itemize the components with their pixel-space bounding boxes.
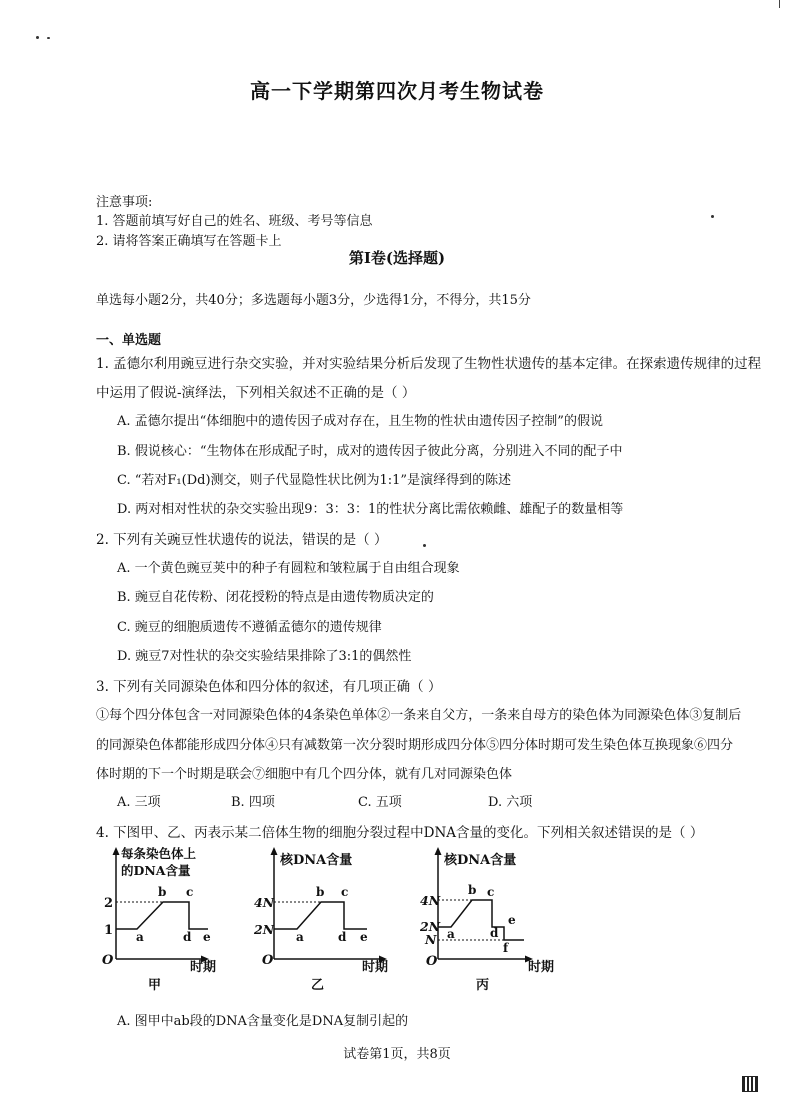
q3-body-line2: 的同源染色体都能形成四分体④只有减数第一次分裂时期形成四分体⑤四分体时期可发生染色体互换现象⑥四分 [96, 738, 734, 753]
q2-option-c: C. 豌豆的细胞质遗传不遵循孟德尔的遗传规律 [117, 620, 382, 635]
graph-jia-ytick-1: 1 [104, 923, 114, 938]
graph-yi [252, 844, 402, 994]
notice-heading: 注意事项: [96, 195, 153, 210]
exam-title: 高一下学期第四次月考生物试卷 [250, 79, 544, 103]
graph-bing [420, 844, 570, 994]
graph-yi-ylabel: 核DNA含量 [280, 853, 353, 868]
q1-option-d: D. 两对相对性状的杂交实验出现9：3：3：1的性状分离比需依赖雌、雄配子的数量相等 [117, 502, 624, 517]
graph-jia-point-b: b [158, 885, 167, 899]
q2-option-a: A. 一个黄色豌豆荚中的种子有圆粒和皱粒属于自由组合现象 [117, 561, 460, 576]
graph-yi-point-d: d [338, 930, 347, 944]
qr-code-icon [742, 1076, 758, 1092]
graph-yi-point-b: b [316, 885, 325, 899]
graph-yi-xlabel: 时期 [362, 960, 389, 975]
scan-speck [47, 37, 50, 39]
graph-yi-point-e: e [360, 930, 368, 944]
graph-bing-point-e: e [508, 913, 516, 927]
graph-yi-origin: O [262, 953, 274, 968]
graph-yi-caption: 乙 [311, 978, 325, 993]
graph-jia-ytick-2: 2 [104, 896, 114, 911]
graph-jia-ylabel-line1: 每条染色体上 [121, 846, 197, 861]
graph-jia-origin: O [102, 953, 114, 968]
scoring-rule: 单选每小题2分，共40分；多选题每小题3分，少选得1分，不得分，共15分 [96, 293, 531, 308]
graph-bing-ytick-4n: 4N [420, 893, 441, 908]
q3-option-a: A. 三项 [117, 795, 161, 810]
notice-item: 1. 答题前填写好自己的姓名、班级、考号等信息 [96, 214, 373, 229]
graph-bing-point-f: f [503, 941, 509, 955]
q4-stem: 4. 下图甲、乙、丙表示某二倍体生物的细胞分裂过程中DNA含量的变化。下列相关叙述错误的是（ ） [96, 825, 704, 841]
notice-item: 2. 请将答案正确填写在答题卡上 [96, 234, 282, 249]
graph-jia-caption: 甲 [148, 978, 162, 993]
graph-bing-ylabel: 核DNA含量 [444, 853, 517, 868]
q1-stem-line2: 中运用了假说-演绎法，下列相关叙述不正确的是（ ） [96, 385, 416, 401]
page-footer: 试卷第1页，共8页 [343, 1047, 451, 1062]
graph-yi-ytick-4n: 4N [254, 895, 275, 910]
graph-jia-xlabel: 时期 [190, 960, 217, 975]
graph-bing-point-b: b [468, 883, 477, 897]
scan-speck [423, 544, 426, 547]
scan-edge-mark [779, 0, 780, 8]
graph-jia-point-c: c [186, 885, 194, 899]
part-heading: 一、单选题 [96, 333, 162, 348]
graph-yi-ytick-2n: 2N [254, 922, 275, 937]
scan-speck [711, 215, 714, 218]
graph-bing-ytick-2n: 2N [420, 919, 441, 934]
q3-body-line1: ①每个四分体包含一对同源染色体的4条染色单体②一条来自父方，一条来自母方的染色体为同源染色体③复制后 [96, 708, 742, 723]
q4-option-a: A. 图甲中ab段的DNA含量变化是DNA复制引起的 [117, 1014, 409, 1029]
q3-option-c: C. 五项 [358, 795, 402, 810]
graph-jia-point-e: e [203, 930, 211, 944]
graph-yi-point-a: a [296, 930, 304, 944]
graph-bing-origin: O [426, 954, 438, 969]
q3-body-line3: 体时期的下一个时期是联会⑦细胞中有几个四分体，就有几对同源染色体 [96, 767, 513, 782]
q3-stem: 3. 下列有关同源染色体和四分体的叙述，有几项正确（ ） [96, 679, 442, 695]
q3-option-b: B. 四项 [231, 795, 275, 810]
q2-option-d: D. 豌豆7对性状的杂交实验结果排除了3:1的偶然性 [117, 649, 412, 664]
graph-bing-caption: 丙 [476, 978, 490, 993]
graph-bing-point-d: d [490, 926, 499, 940]
graph-bing-ytick-n: N [425, 932, 437, 947]
q3-option-d: D. 六项 [488, 795, 533, 810]
graph-jia-point-d: d [183, 930, 192, 944]
q1-option-b: B. 假说核心：“生物体在形成配子时，成对的遗传因子彼此分离，分别进入不同的配子中 [117, 444, 623, 459]
graph-jia-point-a: a [136, 930, 144, 944]
graph-bing-xlabel: 时期 [528, 960, 555, 975]
q1-stem-line1: 1. 孟德尔利用豌豆进行杂交实验，并对实验结果分析后发现了生物性状遗传的基本定律。在探索遗传规律的过程 [96, 356, 762, 372]
graph-jia-ylabel-line2: 的DNA含量 [121, 863, 191, 878]
q2-stem: 2. 下列有关豌豆性状遗传的说法，错误的是（ ） [96, 532, 388, 548]
graph-jia [96, 844, 236, 994]
q2-option-b: B. 豌豆自花传粉、闭花授粉的特点是由遗传物质决定的 [117, 590, 434, 605]
q1-option-c: C. “若对F₁(Dd)测交，则子代显隐性状比例为1:1”是演绎得到的陈述 [117, 473, 512, 488]
scan-speck [36, 36, 39, 39]
graph-yi-point-c: c [341, 885, 349, 899]
graph-bing-point-c: c [487, 885, 495, 899]
graph-bing-point-a: a [447, 927, 455, 941]
section-title: 第I卷(选择题) [348, 249, 446, 267]
q1-option-a: A. 孟德尔提出“体细胞中的遗传因子成对存在，且生物的性状由遗传因子控制”的假说 [117, 414, 603, 429]
